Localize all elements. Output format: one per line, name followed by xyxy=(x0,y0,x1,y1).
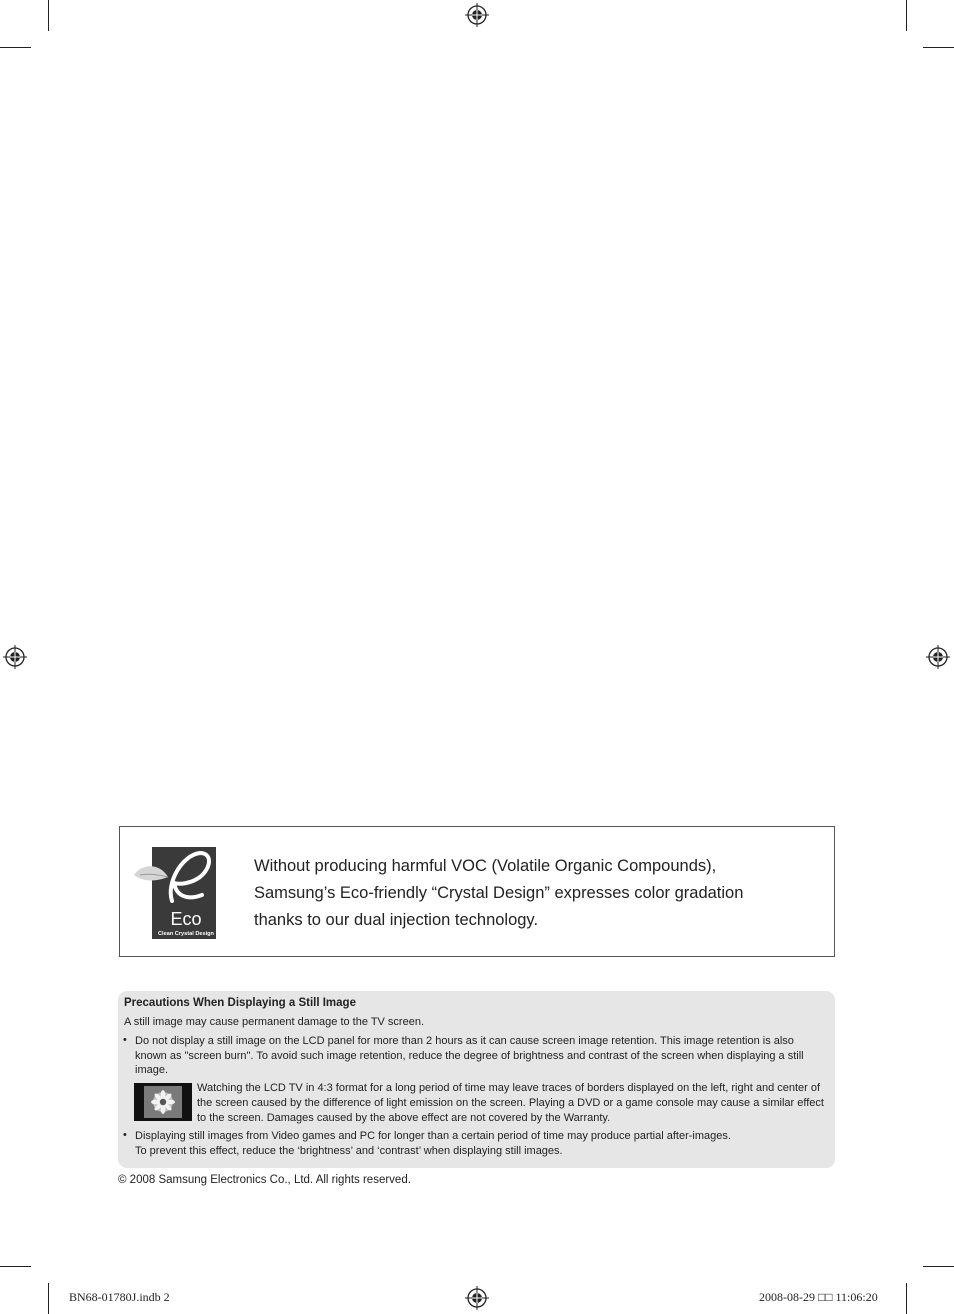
still-image-thumbnail xyxy=(134,1083,192,1121)
crop-mark-top-right-h xyxy=(923,47,954,48)
eco-logo-word: Eco xyxy=(170,909,202,929)
registration-mark-icon xyxy=(465,3,489,27)
crop-mark-bottom-right-h xyxy=(923,1266,954,1267)
crop-mark-top-left-v xyxy=(48,0,49,31)
eco-logo-icon xyxy=(132,845,218,941)
crop-mark-bottom-right-v xyxy=(906,1283,907,1314)
bullet-1-line-1: Do not display a still image on the LCD panel for more than 2 hours as it can cause screen image retention. This image retention is also xyxy=(135,1035,794,1047)
bullet-marker: • xyxy=(123,1129,127,1141)
tv-note-line-3: to the screen. Damages caused by the above effect are not covered by the Warranty. xyxy=(197,1112,611,1124)
bullet-2-line-1: Displaying still images from Video games and PC for longer than a certain period of time may produce partial after-images. xyxy=(135,1130,731,1142)
precautions-title: Precautions When Displaying a Still Image xyxy=(124,997,356,1009)
eco-logo-subtitle: Clean Crystal Design xyxy=(158,931,214,937)
eco-description xyxy=(254,853,814,934)
precautions-intro: A still image may cause permanent damage to the TV screen. xyxy=(124,1016,425,1028)
aspect-ratio-warning xyxy=(197,1081,831,1126)
registration-mark-icon xyxy=(465,1286,489,1310)
bullet-1-line-3: image. xyxy=(135,1064,169,1076)
bullet-1-line-2: known as "screen burn". To avoid such image retention, reduce the degree of brightness and contrast of the screen when displaying a still xyxy=(135,1049,804,1062)
tv-note-line-1: Watching the LCD TV in 4:3 format for a long period of time may leave traces of borders displayed on the left, right and center of xyxy=(197,1082,821,1094)
crop-mark-top-right-v xyxy=(906,0,907,31)
eco-info-box xyxy=(119,826,835,957)
slug-timestamp: 2008-08-29 □□ 11:06:20 xyxy=(759,1290,878,1304)
eco-line-2: Samsung’s Eco-friendly “Crystal Design” expresses color gradation xyxy=(254,884,744,902)
bullet-2-line-2: To prevent this effect, reduce the ‘brightness’ and ‘contrast’ when displaying still images. xyxy=(135,1144,563,1157)
copyright-notice: © 2008 Samsung Electronics Co., Ltd. All rights reserved. xyxy=(118,1174,411,1186)
eco-line-1: Without producing harmful VOC (Volatile Organic Compounds), xyxy=(254,857,717,875)
crop-mark-bottom-left-v xyxy=(48,1283,49,1314)
precaution-bullet-1 xyxy=(135,1034,825,1078)
crop-mark-bottom-left-h xyxy=(0,1266,31,1267)
slug-filename: BN68-01780J.indb 2 xyxy=(69,1290,170,1304)
precautions-box xyxy=(118,991,835,1168)
precaution-bullet-2 xyxy=(135,1129,825,1158)
eco-line-3: thanks to our dual injection technology. xyxy=(254,911,539,929)
registration-mark-icon xyxy=(3,645,27,669)
registration-mark-icon xyxy=(926,645,950,669)
crop-mark-top-left-h xyxy=(0,47,31,48)
bullet-marker: • xyxy=(123,1034,127,1046)
tv-note-line-2: the screen caused by the difference of light emission on the screen. Playing a DVD or a game console may cause a similar effect xyxy=(197,1097,824,1109)
